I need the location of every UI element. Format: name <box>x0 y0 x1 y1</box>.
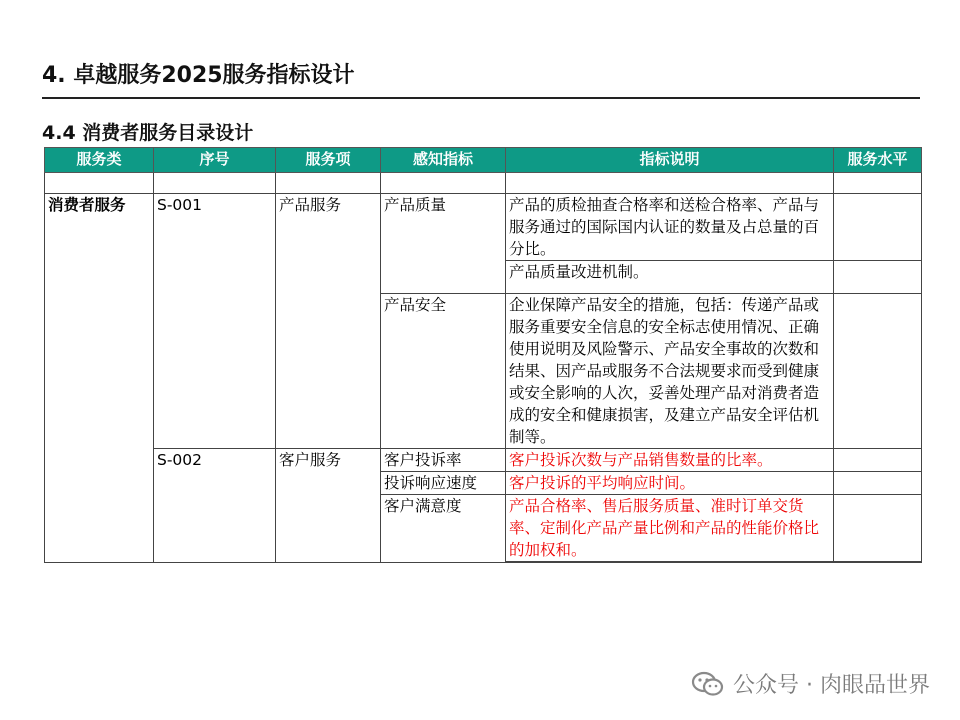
wechat-icon <box>691 670 725 698</box>
service-code-cell: S-001 <box>154 194 276 449</box>
table-header-row <box>45 148 922 173</box>
indicator-cell: 投诉响应速度 <box>381 472 506 495</box>
service-level-cell <box>834 562 922 563</box>
description-cell: 企业保障产品安全的措施，包括：传递产品或服务重要安全信息的安全标志使用情况、正确使用说明及风险警示、产品安全事故的次数和结果、因产品或服务不合法规要求而受到健康或安全影响的人次，妥善处理产品对消费者造成的安全和健康损害，及建立产品安全评估机制等。 <box>506 294 834 449</box>
description-cell: 产品合格率、售后服务质量、准时订单交货率、定制化产品产量比例和产品的性能价格比的加权和。 <box>506 495 834 562</box>
service-level-cell <box>834 194 922 261</box>
indicator-cell: 产品安全 <box>381 294 506 449</box>
page-title: 4. 卓越服务2025服务指标设计 <box>42 63 355 88</box>
description-cell: 产品质量改进机制。 <box>506 261 834 294</box>
service-level-cell <box>834 472 922 495</box>
service-catalog-table <box>44 147 922 563</box>
service-level-cell <box>834 449 922 472</box>
service-level-cell <box>834 495 922 562</box>
watermark <box>691 668 930 699</box>
table-row <box>45 449 922 472</box>
table-spacer-row <box>45 173 922 194</box>
column-header: 指标说明 <box>506 148 834 173</box>
description-cell: 产品的质检抽查合格率和送检合格率、产品与服务通过的国际国内认证的数量及占总量的百分比。 <box>506 194 834 261</box>
service-code-cell: S-002 <box>154 449 276 563</box>
service-item-cell: 产品服务 <box>276 194 381 449</box>
service-level-cell <box>834 294 922 449</box>
title-divider <box>42 97 920 99</box>
column-header: 服务类 <box>45 148 154 173</box>
description-cell: 客户投诉的平均响应时间。 <box>506 472 834 495</box>
column-header: 服务水平 <box>834 148 922 173</box>
indicator-cell: 客户投诉率 <box>381 449 506 472</box>
table-row <box>45 194 922 261</box>
service-item-cell: 客户服务 <box>276 449 381 563</box>
description-cell <box>506 562 834 563</box>
description-cell: 客户投诉次数与产品销售数量的比率。 <box>506 449 834 472</box>
column-header: 感知指标 <box>381 148 506 173</box>
indicator-cell: 客户满意度 <box>381 495 506 563</box>
section-subtitle: 4.4 消费者服务目录设计 <box>42 122 254 144</box>
watermark-text: 公众号 · 肉眼品世界 <box>733 673 930 698</box>
column-header: 服务项 <box>276 148 381 173</box>
service-category-cell: 消费者服务 <box>45 194 154 563</box>
column-header: 序号 <box>154 148 276 173</box>
service-level-cell <box>834 261 922 294</box>
indicator-cell: 产品质量 <box>381 194 506 294</box>
